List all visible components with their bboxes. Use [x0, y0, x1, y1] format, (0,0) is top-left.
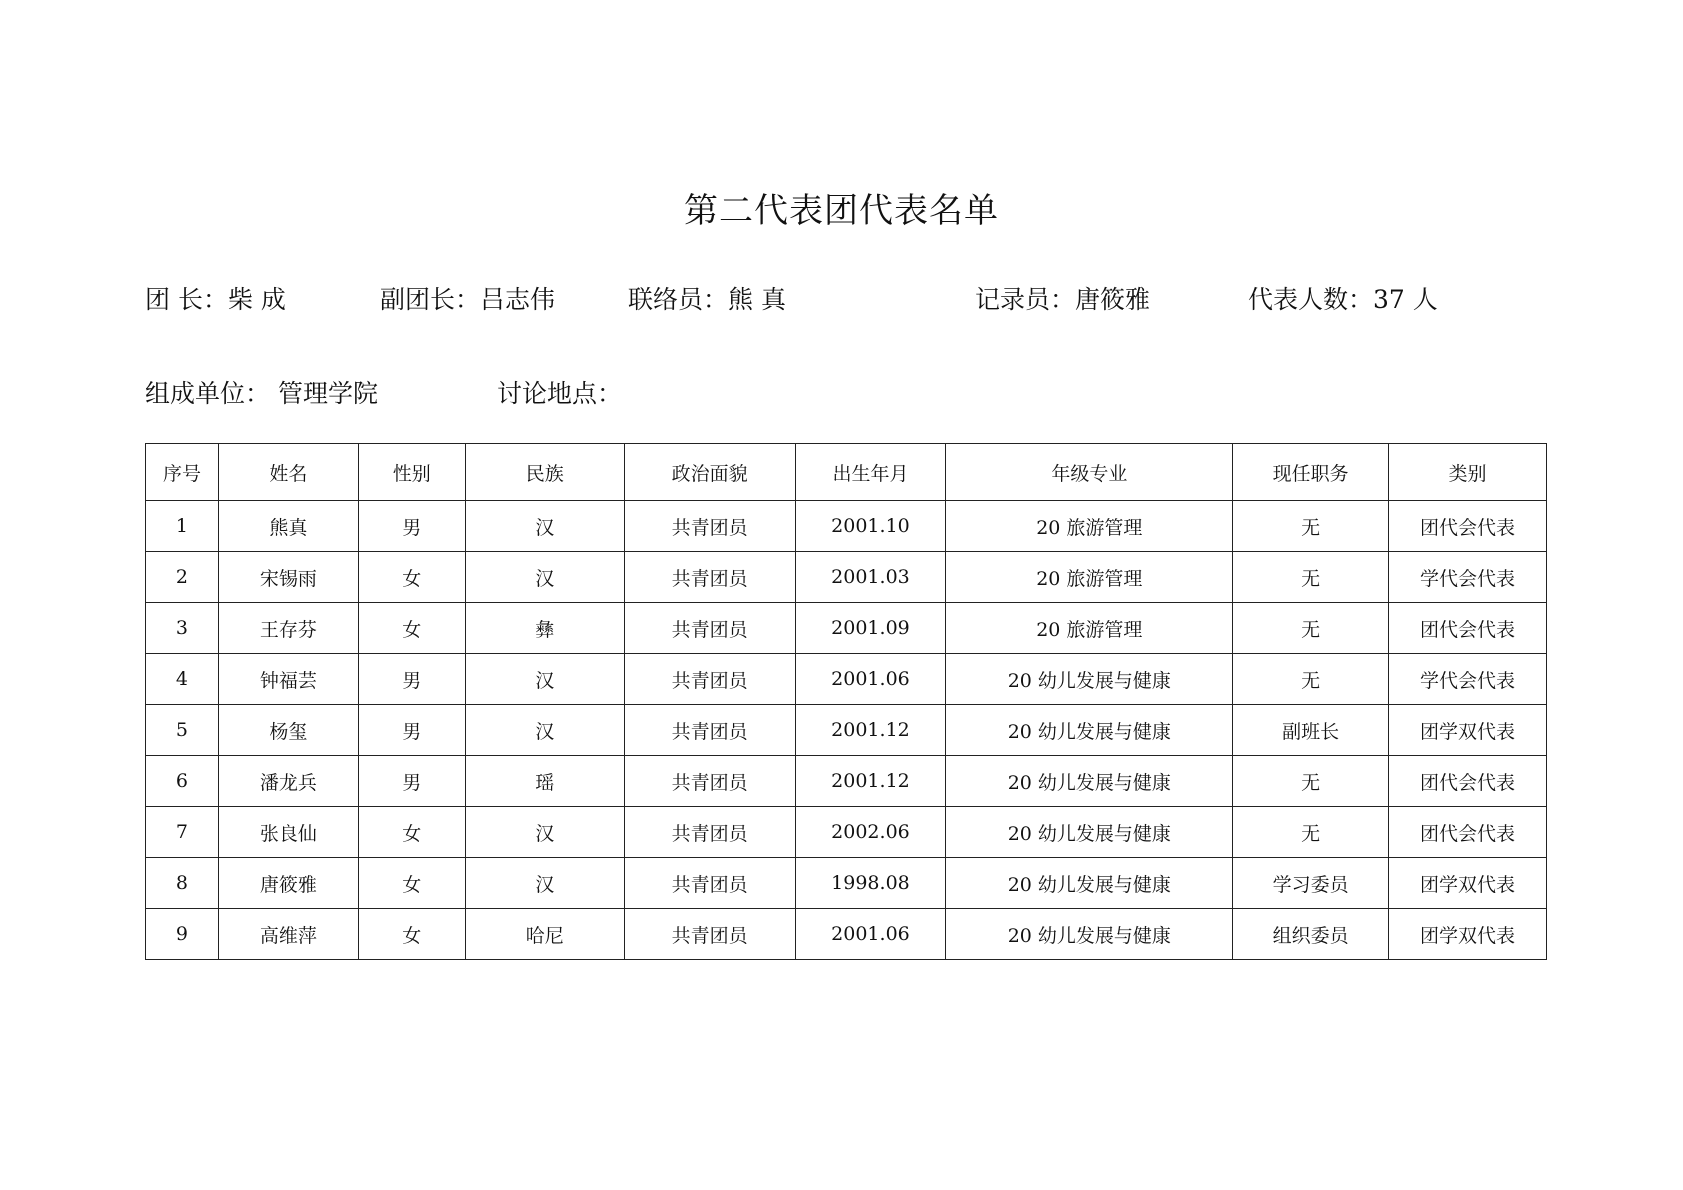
table-row [146, 501, 1547, 552]
cell-category: 学代会代表 [1389, 552, 1547, 603]
cell-ethnicity: 汉 [465, 501, 624, 552]
delegate-count-label: 代表人数：37 人 [1248, 285, 1438, 314]
header-name: 姓名 [218, 444, 358, 501]
cell-name: 唐筱雅 [218, 858, 358, 909]
cell-ethnicity: 汉 [465, 552, 624, 603]
cell-grade-major: 20 旅游管理 [946, 501, 1233, 552]
leader-label: 团 长：柴 成 [145, 285, 286, 314]
cell-grade-major: 20 旅游管理 [946, 552, 1233, 603]
cell-political-status: 共青团员 [624, 654, 795, 705]
cell-name: 高维萍 [218, 909, 358, 960]
cell-name: 熊真 [218, 501, 358, 552]
cell-index: 5 [146, 705, 219, 756]
cell-ethnicity: 汉 [465, 807, 624, 858]
cell-ethnicity: 瑶 [465, 756, 624, 807]
cell-position: 无 [1233, 603, 1389, 654]
cell-index: 1 [146, 501, 219, 552]
cell-grade-major: 20 幼儿发展与健康 [946, 756, 1233, 807]
cell-birth-date: 2001.12 [795, 756, 946, 807]
cell-birth-date: 2001.06 [795, 909, 946, 960]
header-grade-major: 年级专业 [946, 444, 1233, 501]
cell-ethnicity: 汉 [465, 654, 624, 705]
cell-ethnicity: 汉 [465, 858, 624, 909]
cell-gender: 男 [358, 705, 465, 756]
cell-grade-major: 20 旅游管理 [946, 603, 1233, 654]
cell-birth-date: 2001.03 [795, 552, 946, 603]
cell-position: 无 [1233, 501, 1389, 552]
cell-position: 学习委员 [1233, 858, 1389, 909]
location-label: 讨论地点： [497, 379, 623, 408]
header-political-status: 政治面貌 [624, 444, 795, 501]
cell-political-status: 共青团员 [624, 807, 795, 858]
cell-category: 团学双代表 [1389, 858, 1547, 909]
delegate-table [145, 443, 1547, 960]
table-row [146, 756, 1547, 807]
cell-index: 3 [146, 603, 219, 654]
deputy-leader-label: 副团长：吕志伟 [380, 285, 556, 314]
cell-category: 学代会代表 [1389, 654, 1547, 705]
table-row [146, 654, 1547, 705]
cell-birth-date: 2001.06 [795, 654, 946, 705]
table-row [146, 858, 1547, 909]
cell-name: 张良仙 [218, 807, 358, 858]
cell-political-status: 共青团员 [624, 756, 795, 807]
page-title: 第二代表团代表名单 [684, 191, 999, 231]
cell-political-status: 共青团员 [624, 909, 795, 960]
header-category: 类别 [1389, 444, 1547, 501]
cell-birth-date: 2001.12 [795, 705, 946, 756]
cell-ethnicity: 哈尼 [465, 909, 624, 960]
cell-position: 无 [1233, 807, 1389, 858]
table-row [146, 705, 1547, 756]
cell-position: 无 [1233, 756, 1389, 807]
cell-political-status: 共青团员 [624, 501, 795, 552]
cell-category: 团代会代表 [1389, 603, 1547, 654]
cell-ethnicity: 彝 [465, 603, 624, 654]
cell-birth-date: 2001.10 [795, 501, 946, 552]
cell-gender: 女 [358, 909, 465, 960]
cell-grade-major: 20 幼儿发展与健康 [946, 909, 1233, 960]
cell-grade-major: 20 幼儿发展与健康 [946, 654, 1233, 705]
cell-index: 9 [146, 909, 219, 960]
cell-name: 钟福芸 [218, 654, 358, 705]
cell-birth-date: 1998.08 [795, 858, 946, 909]
cell-name: 杨玺 [218, 705, 358, 756]
liaison-label: 联络员：熊 真 [628, 285, 786, 314]
table-header-row [146, 444, 1547, 501]
table-row [146, 603, 1547, 654]
cell-category: 团代会代表 [1389, 501, 1547, 552]
cell-index: 8 [146, 858, 219, 909]
cell-index: 4 [146, 654, 219, 705]
cell-grade-major: 20 幼儿发展与健康 [946, 858, 1233, 909]
cell-gender: 女 [358, 603, 465, 654]
header-index: 序号 [146, 444, 219, 501]
cell-position: 无 [1233, 654, 1389, 705]
cell-name: 宋锡雨 [218, 552, 358, 603]
cell-political-status: 共青团员 [624, 705, 795, 756]
cell-gender: 男 [358, 654, 465, 705]
cell-position: 副班长 [1233, 705, 1389, 756]
cell-category: 团代会代表 [1389, 756, 1547, 807]
cell-ethnicity: 汉 [465, 705, 624, 756]
table-row [146, 552, 1547, 603]
header-birth-date: 出生年月 [795, 444, 946, 501]
cell-birth-date: 2001.09 [795, 603, 946, 654]
cell-index: 2 [146, 552, 219, 603]
cell-gender: 男 [358, 501, 465, 552]
cell-gender: 女 [358, 807, 465, 858]
cell-name: 潘龙兵 [218, 756, 358, 807]
cell-category: 团学双代表 [1389, 909, 1547, 960]
recorder-label: 记录员：唐筱雅 [975, 285, 1151, 314]
cell-position: 组织委员 [1233, 909, 1389, 960]
header-gender: 性别 [358, 444, 465, 501]
cell-index: 6 [146, 756, 219, 807]
unit-label: 组成单位： 管理学院 [145, 379, 378, 408]
cell-gender: 男 [358, 756, 465, 807]
table-row [146, 807, 1547, 858]
cell-political-status: 共青团员 [624, 603, 795, 654]
header-ethnicity: 民族 [465, 444, 624, 501]
cell-birth-date: 2002.06 [795, 807, 946, 858]
cell-index: 7 [146, 807, 219, 858]
table-row [146, 909, 1547, 960]
header-position: 现任职务 [1233, 444, 1389, 501]
cell-gender: 女 [358, 858, 465, 909]
cell-political-status: 共青团员 [624, 552, 795, 603]
cell-gender: 女 [358, 552, 465, 603]
cell-grade-major: 20 幼儿发展与健康 [946, 705, 1233, 756]
cell-name: 王存芬 [218, 603, 358, 654]
cell-political-status: 共青团员 [624, 858, 795, 909]
cell-grade-major: 20 幼儿发展与健康 [946, 807, 1233, 858]
cell-category: 团代会代表 [1389, 807, 1547, 858]
cell-position: 无 [1233, 552, 1389, 603]
cell-category: 团学双代表 [1389, 705, 1547, 756]
